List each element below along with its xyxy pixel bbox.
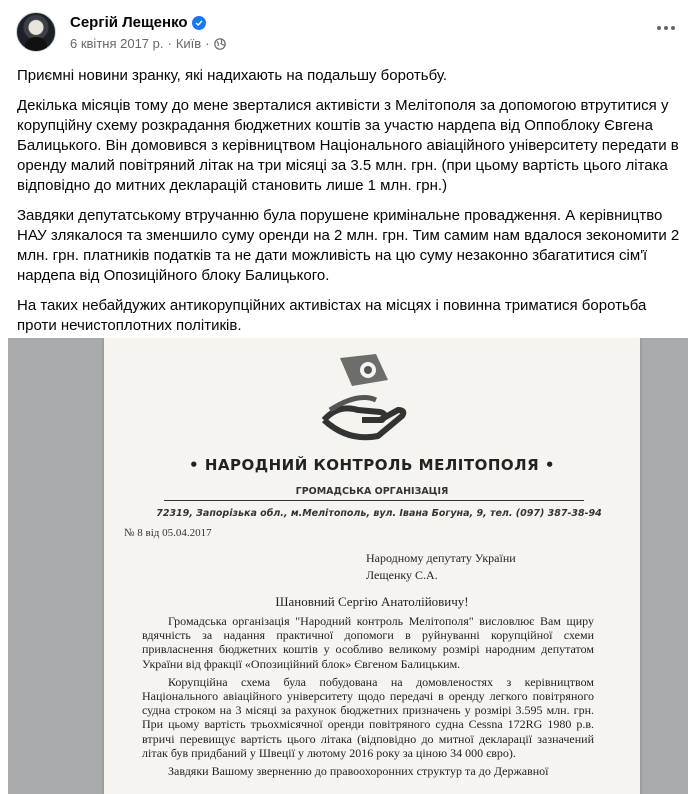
letter-paragraph: Корупційна схема була побудована на домовленостях з керівництвом Національного авіаційного університету щодо передачі в оренду легкого повітряного судна строком на 3 місяці за рахунок бюджетних призначень у розмірі 3.595 млн. грн. При цьому вартість трьохмісячної оренди повітряного судна Cessna 172RG 1980 р.в. втричі перевищує вартість цього літака (відповідно до митної декларації зазначений літак був придбаний у Швеції у лютому 2016 року за ціною 34 000 євро). — [142, 674, 594, 760]
author-name[interactable]: Сергій Лещенко — [70, 14, 188, 31]
author-row — [70, 14, 206, 31]
post-photo[interactable] — [8, 338, 688, 794]
post-date[interactable]: 6 квітня 2017 р. — [70, 36, 164, 51]
globe-icon — [214, 38, 226, 50]
meta-separator: · — [167, 36, 172, 51]
post-paragraph: Декілька місяців тому до мене зверталися активісти з Мелітополя за допомогою втрутитися у корупційну схему розкрадання бюджетних коштів за участю нардепа від Оппоблоку Євгена Балицького. Він домовився з керівництвом Національного авіаційного університету передати в оренду малий повітряний літак на три місяці за 3.5 млн. грн. (при цьому вартість цього літака відповідно до митних декларацій становить лише 1 млн. грн.) — [17, 97, 679, 194]
post-location[interactable]: Київ — [175, 36, 202, 51]
org-address: 72319, Запорізька обл., м.Мелітополь, вул. Івана Богуна, 9, тел. (097) 387-38-94 — [156, 508, 602, 519]
org-title: • НАРОДНИЙ КОНТРОЛЬ МЕЛІТОПОЛЯ • — [189, 456, 555, 474]
verified-icon — [192, 16, 206, 30]
letter-paragraph: Завдяки Вашому зверненню до правоохоронних структур та до Державної — [168, 764, 549, 779]
more-options-icon[interactable] — [652, 18, 680, 38]
doc-number: № 8 від 05.04.2017 — [124, 527, 212, 539]
avatar[interactable] — [16, 12, 56, 52]
addressee — [366, 550, 516, 584]
letter-body — [142, 614, 594, 782]
addressee-line: Лещенку С.А. — [366, 568, 438, 582]
post-paragraph: На таких небайдужих антикорупційних активістах на місцях і повинна триматися боротьба проти нечистоплотних політиків. — [17, 297, 647, 334]
divider — [164, 500, 584, 501]
org-subtitle: ГРОМАДСЬКА ОРГАНІЗАЦІЯ — [295, 486, 449, 497]
post-text — [17, 66, 681, 346]
meta-separator: · — [205, 36, 210, 51]
post-meta — [70, 36, 226, 51]
letter-document — [104, 338, 640, 794]
salutation: Шановний Сергію Анатолійовичу! — [275, 594, 469, 609]
post-paragraph: Завдяки депутатському втручанню була порушене кримінальне провадження. А керівництво НАУ злякалося та зменшило суму оренди на 2 млн. грн. Тим самим нам вдалося зекономити 2 млн. грн. платників податків та не дати можливість на цю суму незаконно збагатитися сім'ї нардепа від Опозиційного блоку Балицького. — [17, 207, 680, 284]
letter-paragraph: Громадська організація "Народний контроль Мелітополя" висловлює Вам щиру вдячність за надання практичної допомоги в руйнуванні корупційної схеми привласнення бюджетних коштів у особливо великому розмірі народним депутатом України від фракції «Опозиційний блок» Євгеном Балицьким. — [142, 614, 594, 671]
post-header — [16, 12, 680, 56]
post-paragraph: Приємні новини зранку, які надихають на подальшу боротьбу. — [17, 67, 448, 84]
hand-money-logo-icon — [318, 350, 410, 446]
addressee-line: Народному депутату України — [366, 551, 516, 565]
